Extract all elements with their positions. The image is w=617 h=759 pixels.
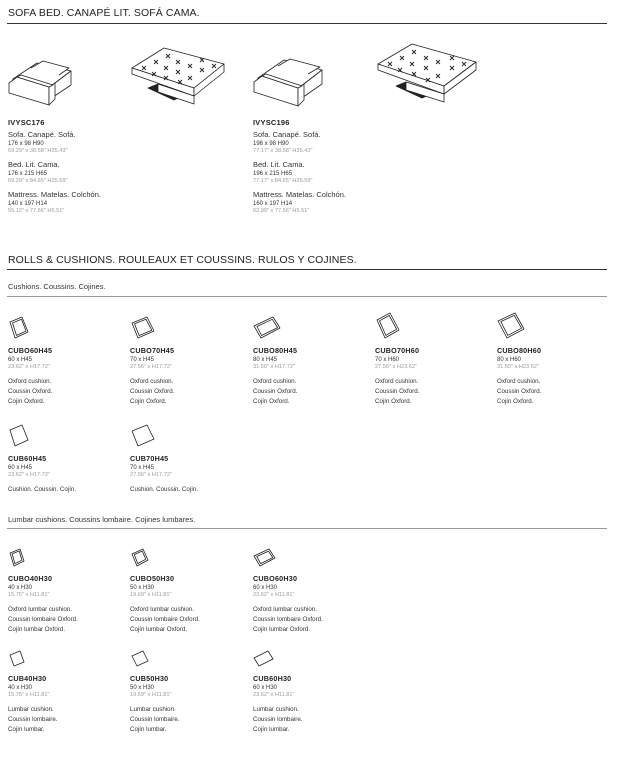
product-description: Oxford lumbar cushion. xyxy=(253,606,317,613)
product-code: CUB40H30 xyxy=(8,674,47,683)
product-code: CUBO80H45 xyxy=(253,346,298,355)
product-description: Oxford cushion. xyxy=(8,378,52,385)
product-dimensions: 70 x H60 xyxy=(375,357,400,363)
cushion-item xyxy=(375,312,493,407)
product-code: CUB70H45 xyxy=(130,454,169,463)
product-dimensions: 60 x H30 xyxy=(253,585,278,591)
product-description: Coussin lombaire Oxford. xyxy=(8,616,78,623)
product-description: Coussin Oxford. xyxy=(130,388,175,395)
product-code: CUBO40H30 xyxy=(8,574,53,583)
sofa-section-divider xyxy=(7,23,607,24)
product-inches: 23.62" x H11.81" xyxy=(253,692,295,698)
oxford-cushion-icon xyxy=(8,316,30,340)
product-description: Coussin lombaire. xyxy=(253,716,303,723)
spec-dimensions: 176 x 98 H90 xyxy=(8,141,44,147)
spec-label: Bed. Lit. Cama. xyxy=(253,160,305,169)
oxford-lumbar-cushion-icon xyxy=(8,548,26,568)
product-description: Coussin Oxford. xyxy=(8,388,53,395)
spec-inches: 77.17" x 84.65" H25.59" xyxy=(253,178,313,184)
product-description: Oxford cushion. xyxy=(130,378,174,385)
lumbar-item xyxy=(253,650,371,735)
product-description: Oxford cushion. xyxy=(375,378,419,385)
spec-dimensions: 176 x 215 H65 xyxy=(8,171,48,177)
sofa-176-specs xyxy=(8,118,238,214)
product-inches: 23.62" x H17.72" xyxy=(8,364,50,370)
product-description: Cojín Oxford. xyxy=(497,398,534,405)
spec-label: Mattress. Matelas. Colchón. xyxy=(253,190,346,199)
product-description: Coussin lombaire. xyxy=(8,716,58,723)
product-description: Oxford cushion. xyxy=(253,378,297,385)
product-description: Coussin Oxford. xyxy=(253,388,298,395)
cushion-item xyxy=(253,316,371,407)
cushion-item xyxy=(497,312,615,407)
spec-label: Mattress. Matelas. Colchón. xyxy=(8,190,101,199)
product-code: CUBO70H45 xyxy=(130,346,175,355)
product-code: IVYSC196 xyxy=(253,118,290,127)
product-dimensions: 40 x H30 xyxy=(8,685,33,691)
oxford-cushion-icon xyxy=(375,312,401,340)
product-description: Oxford lumbar cushion. xyxy=(8,606,72,613)
sofa-icon xyxy=(252,52,326,108)
product-dimensions: 60 x H30 xyxy=(253,685,278,691)
lumbar-item xyxy=(8,650,126,735)
product-inches: 27.56" x H17.72" xyxy=(130,472,172,478)
lumbar-subtitle: Lumbar cushions. Coussins lombaire. Cojines lumbares. xyxy=(8,515,196,524)
product-description: Coussin Oxford. xyxy=(375,388,420,395)
oxford-cushion-icon xyxy=(130,316,156,340)
product-code: CUBO70H60 xyxy=(375,346,420,355)
product-description: Cojín lumbar Oxford. xyxy=(8,626,66,633)
spec-inches: 62.99" x 77.56" H5.51" xyxy=(253,208,310,214)
product-dimensions: 70 x H45 xyxy=(130,465,155,471)
spec-label: Sofa. Canapé. Sofá. xyxy=(8,130,76,139)
product-inches: 19.69" x H11.81" xyxy=(130,692,172,698)
bed-196-drawing xyxy=(374,40,480,106)
product-code: CUB50H30 xyxy=(130,674,169,683)
spec-inches: 69.29" x 38.58" H35.43" xyxy=(8,148,68,154)
bed-176-drawing xyxy=(128,44,228,108)
product-inches: 23.62" x H11.81" xyxy=(253,592,295,598)
product-code: CUBO60H30 xyxy=(253,574,298,583)
product-code: CUBO50H30 xyxy=(130,574,175,583)
oxford-lumbar-cushion-icon xyxy=(130,548,150,568)
lumbar-cushion-icon xyxy=(130,650,150,668)
product-inches: 15.75" x H11.81" xyxy=(8,592,50,598)
product-inches: 31.50" x H17.72" xyxy=(253,364,295,370)
lumbar-cushion-icon xyxy=(253,650,275,668)
cushions-subtitle: Cushions. Coussins. Cojines. xyxy=(8,282,106,291)
oxford-cushion-icon xyxy=(253,316,281,340)
oxford-lumbar-cushion-icon xyxy=(253,548,277,568)
sofa-section-title: SOFA BED. CANAPÉ LIT. SOFÁ CAMA. xyxy=(8,7,200,19)
product-description: Coussin lombaire Oxford. xyxy=(253,616,323,623)
product-code: IVYSC176 xyxy=(8,118,45,127)
product-description: Oxford lumbar cushion. xyxy=(130,606,194,613)
cushion-item xyxy=(8,424,126,495)
lumbar-divider xyxy=(7,528,607,529)
product-description: Lumbar cushion. xyxy=(130,706,176,713)
product-dimensions: 50 x H30 xyxy=(130,685,155,691)
spec-inches: 69.29" x 84.65" H25.59" xyxy=(8,178,68,184)
product-description: Cojín lumbar. xyxy=(8,726,45,733)
cushion-item xyxy=(8,316,126,407)
product-description: Cojín Oxford. xyxy=(130,398,167,405)
product-description: Cojín lumbar Oxford. xyxy=(130,626,188,633)
oxford-cushion-icon xyxy=(497,312,525,340)
product-dimensions: 80 x H45 xyxy=(253,357,278,363)
spec-dimensions: 140 x 197 H14 xyxy=(8,201,48,207)
sofa-bed-open-icon xyxy=(374,40,480,106)
product-dimensions: 70 x H45 xyxy=(130,357,155,363)
lumbar-item xyxy=(130,650,248,735)
cushions-divider xyxy=(7,296,607,297)
rolls-section-title: ROLLS & CUSHIONS. ROULEAUX ET COUSSINS. RULOS Y COJINES. xyxy=(8,254,357,266)
product-description: Cojín Oxford. xyxy=(253,398,290,405)
product-code: CUBO80H60 xyxy=(497,346,542,355)
product-description: Cojín lumbar. xyxy=(130,726,167,733)
product-description: Coussin Oxford. xyxy=(497,388,542,395)
spec-inches: 77.17" x 38.58" H35.43" xyxy=(253,148,313,154)
sofa-176-drawing xyxy=(7,55,75,107)
lumbar-item xyxy=(130,548,248,635)
product-description: Coussin lombaire Oxford. xyxy=(130,616,200,623)
product-description: Oxford cushion. xyxy=(497,378,541,385)
sofa-bed-open-icon xyxy=(128,44,228,108)
product-description: Cojín lumbar. xyxy=(253,726,290,733)
spec-inches: 55.12" x 77.56" H5.51" xyxy=(8,208,65,214)
product-description: Cojín Oxford. xyxy=(375,398,412,405)
spec-dimensions: 196 x 98 H90 xyxy=(253,141,289,147)
product-dimensions: 80 x H60 xyxy=(497,357,522,363)
spec-label: Bed. Lit. Cama. xyxy=(8,160,60,169)
product-description: Cushion. Coussin. Cojín. xyxy=(130,486,199,493)
sofa-icon xyxy=(7,55,75,107)
sofa-196-specs xyxy=(253,118,483,214)
spec-label: Sofa. Canapé. Sofá. xyxy=(253,130,321,139)
product-description: Coussin lombaire. xyxy=(130,716,180,723)
product-description: Cojín lumbar Oxford. xyxy=(253,626,311,633)
product-dimensions: 50 x H30 xyxy=(130,585,155,591)
product-inches: 15.75" x H11.81" xyxy=(8,692,50,698)
product-code: CUB60H30 xyxy=(253,674,292,683)
product-dimensions: 60 x H45 xyxy=(8,357,33,363)
lumbar-item xyxy=(253,548,371,635)
product-inches: 27.56" x H23.62" xyxy=(375,364,417,370)
sofa-196-drawing xyxy=(252,52,326,108)
cushion-icon xyxy=(8,424,30,448)
lumbar-cushion-icon xyxy=(8,650,26,668)
product-inches: 31.50" x H23.62" xyxy=(497,364,539,370)
cushion-item xyxy=(130,424,248,495)
cushion-icon xyxy=(130,424,156,448)
product-code: CUBO60H45 xyxy=(8,346,53,355)
product-description: Cushion. Coussin. Cojín. xyxy=(8,486,77,493)
product-code: CUB60H45 xyxy=(8,454,47,463)
lumbar-item xyxy=(8,548,126,635)
product-dimensions: 40 x H30 xyxy=(8,585,33,591)
product-inches: 23.62" x H17.72" xyxy=(8,472,50,478)
product-dimensions: 60 x H45 xyxy=(8,465,33,471)
product-description: Lumbar cushion. xyxy=(8,706,54,713)
product-description: Cojín Oxford. xyxy=(8,398,45,405)
product-inches: 27.56" x H17.72" xyxy=(130,364,172,370)
spec-dimensions: 196 x 215 H65 xyxy=(253,171,293,177)
product-description: Lumbar cushion. xyxy=(253,706,299,713)
spec-dimensions: 160 x 197 H14 xyxy=(253,201,293,207)
rolls-section-divider xyxy=(7,269,607,270)
product-inches: 19.69" x H11.81" xyxy=(130,592,172,598)
cushion-item xyxy=(130,316,248,407)
